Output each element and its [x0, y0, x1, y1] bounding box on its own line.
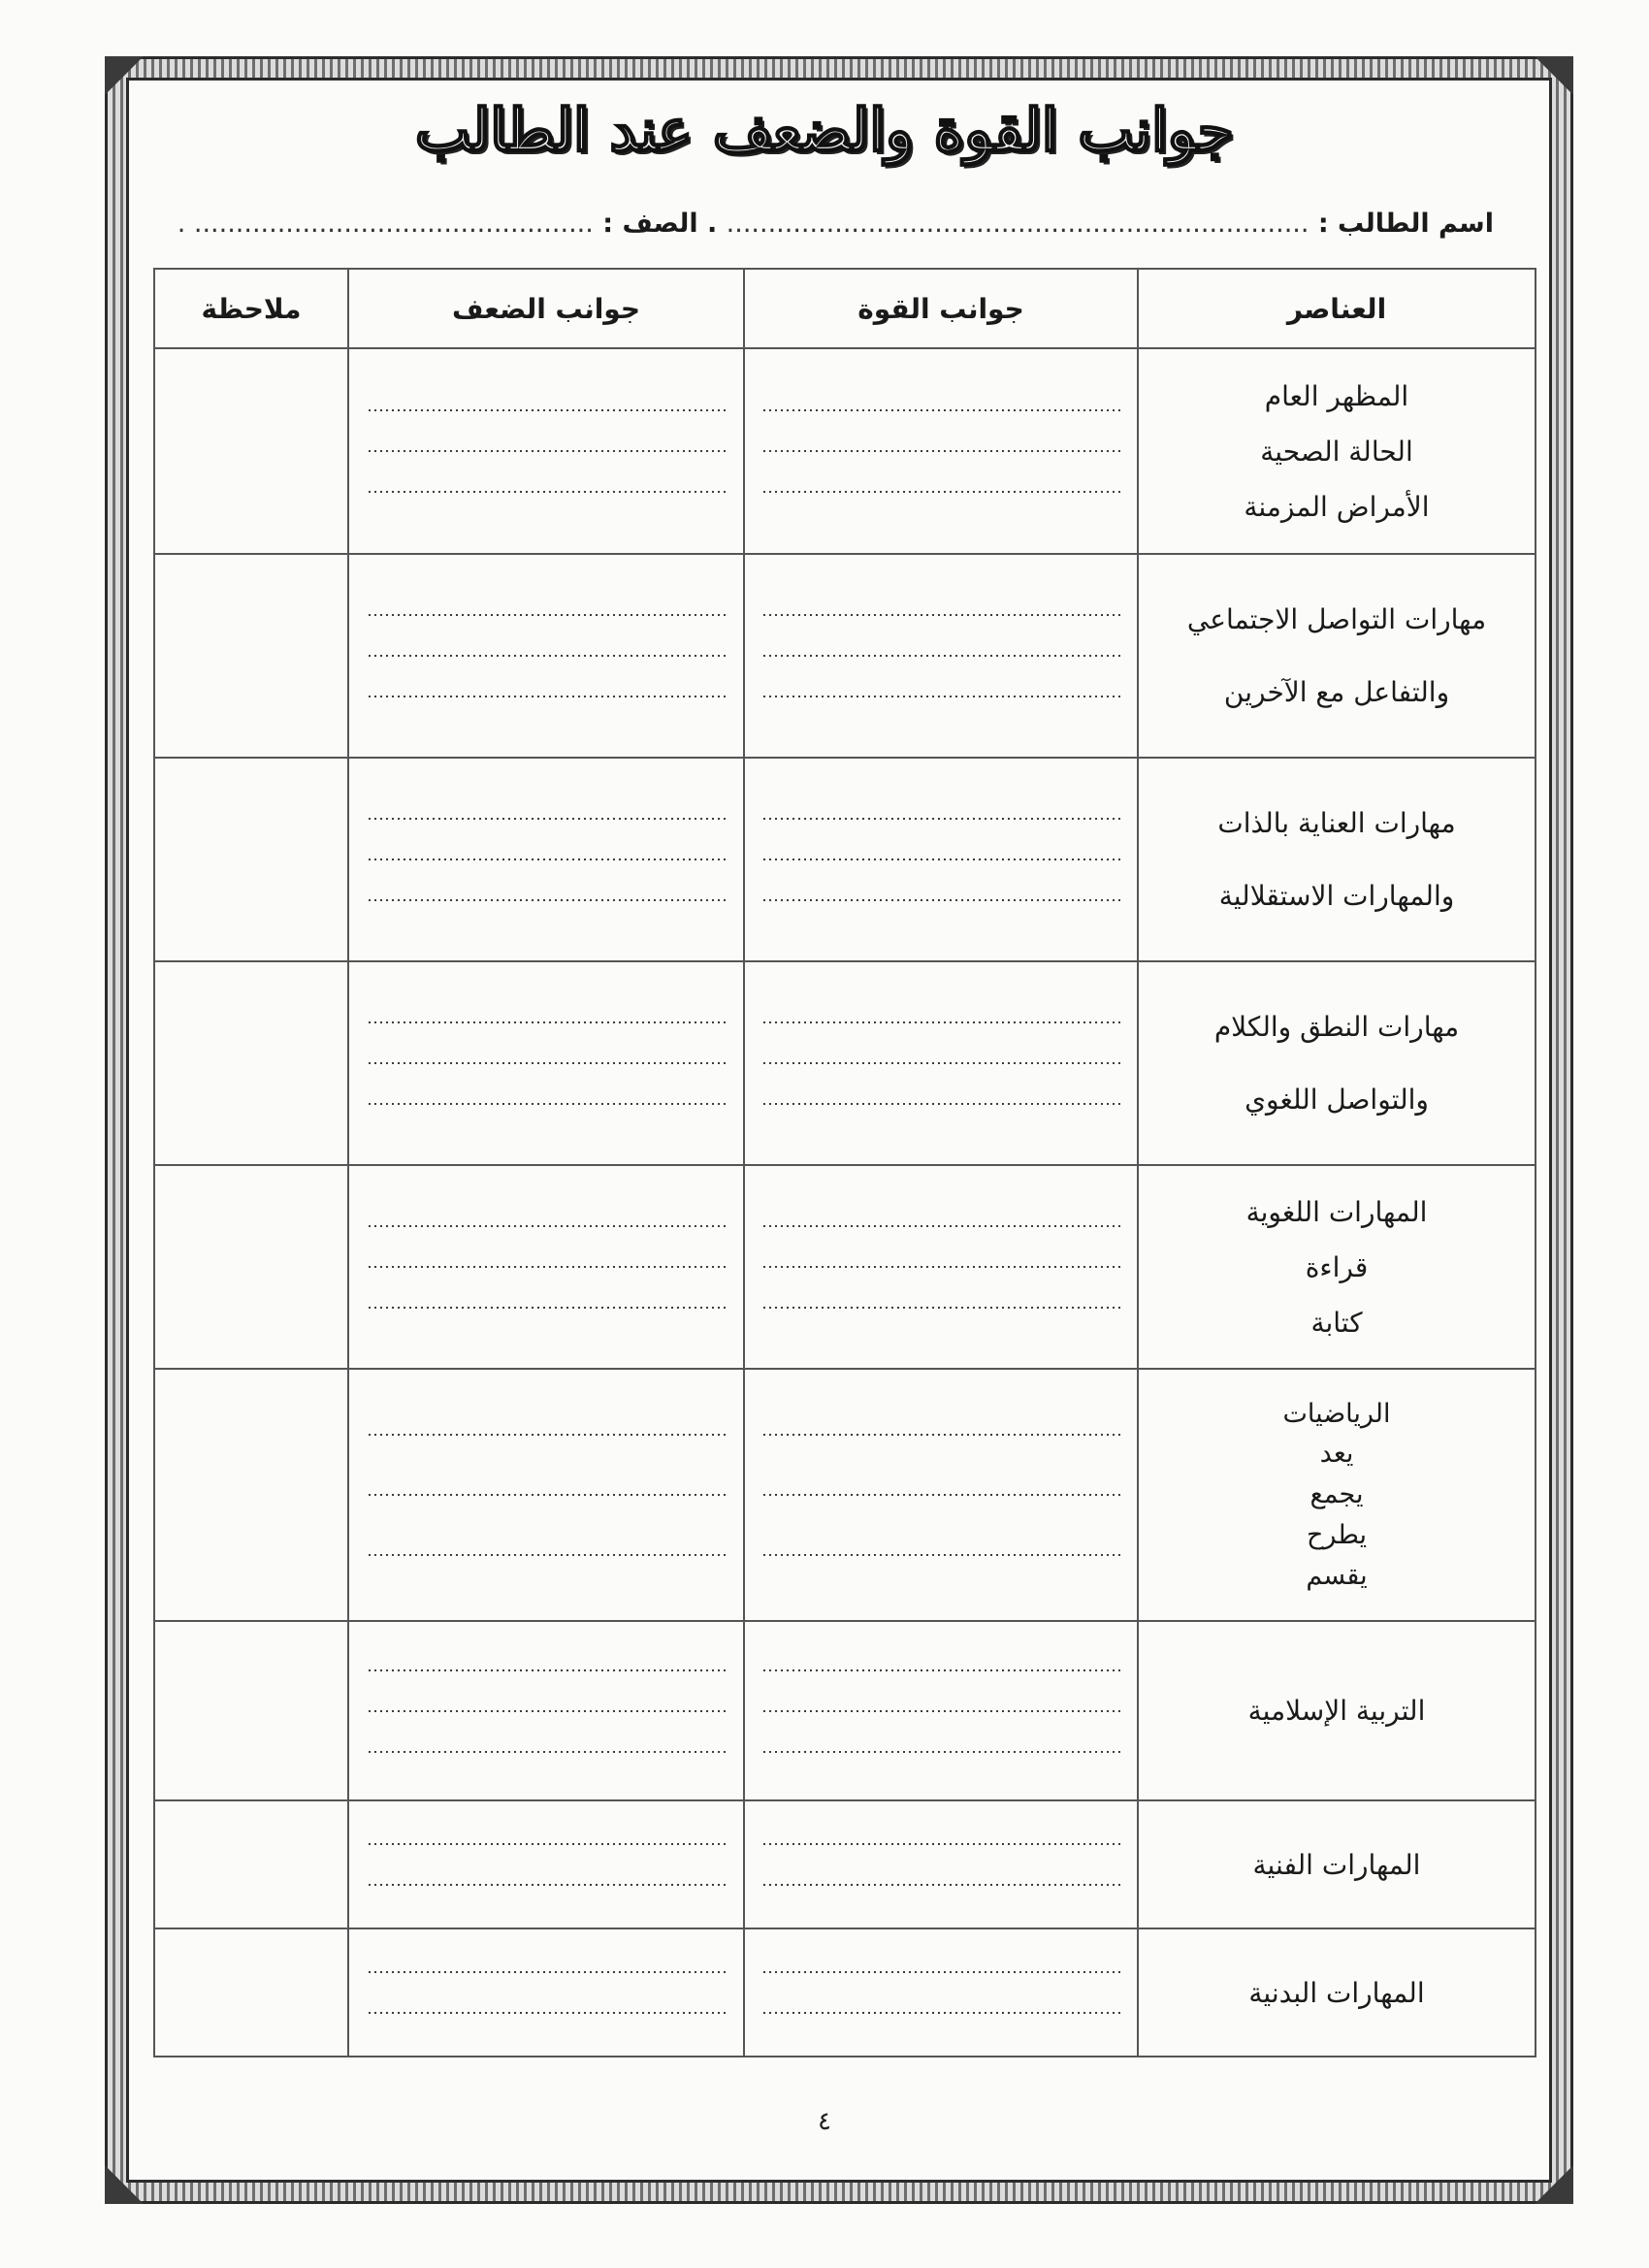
- element-label: يجمع: [1310, 1479, 1364, 1510]
- class-label: . الصف :: [602, 209, 718, 239]
- element-cell: [1138, 1165, 1536, 1369]
- table-row: [154, 1165, 1536, 1369]
- element-label: التربية الإسلامية: [1247, 1695, 1426, 1727]
- element-cell: [1138, 348, 1536, 554]
- notes-cell[interactable]: [154, 758, 348, 961]
- element-label: مهارات التواصل الاجتماعي: [1186, 603, 1487, 635]
- element-label: المهارات البدنية: [1248, 1976, 1425, 2009]
- element-cell: [1138, 1621, 1536, 1800]
- strengths-cell[interactable]: [744, 1369, 1138, 1621]
- element-label: مهارات النطق والكلام: [1213, 1011, 1460, 1043]
- student-name-field[interactable]: ......................................................................: [726, 209, 1310, 239]
- notes-cell[interactable]: [154, 554, 348, 758]
- table-row: [154, 961, 1536, 1165]
- table-row: [154, 1369, 1536, 1621]
- element-label: كتابة: [1310, 1306, 1363, 1339]
- notes-cell[interactable]: [154, 1165, 348, 1369]
- strengths-cell[interactable]: [744, 758, 1138, 961]
- strengths-weaknesses-table: [153, 268, 1536, 2057]
- element-cell: [1138, 554, 1536, 758]
- element-label: والمهارات الاستقلالية: [1218, 880, 1455, 912]
- header-strengths: جوانب القوة: [744, 269, 1138, 348]
- page-title: جوانب القوة والضعف عند الطالب: [415, 97, 1234, 165]
- class-field[interactable]: ................................................ .: [177, 209, 594, 239]
- element-label: قراءة: [1305, 1250, 1369, 1283]
- element-label: المظهر العام: [1264, 379, 1409, 412]
- strengths-cell[interactable]: [744, 348, 1138, 554]
- element-label: والتواصل اللغوي: [1245, 1084, 1429, 1116]
- notes-cell[interactable]: [154, 1928, 348, 2057]
- table-row: [154, 758, 1536, 961]
- table-row: [154, 1928, 1536, 2057]
- element-label: المهارات اللغوية: [1245, 1195, 1428, 1228]
- element-cell: [1138, 961, 1536, 1165]
- element-label: يعد: [1319, 1439, 1354, 1470]
- table-row: [154, 348, 1536, 554]
- element-cell: [1138, 758, 1536, 961]
- element-label: الرياضيات: [1282, 1398, 1391, 1429]
- student-name-label: اسم الطالب :: [1317, 209, 1494, 239]
- element-label: المهارات الفنية: [1252, 1848, 1421, 1881]
- element-cell: [1138, 1369, 1536, 1621]
- element-label: مهارات العناية بالذات: [1217, 807, 1456, 839]
- weaknesses-cell[interactable]: [348, 348, 744, 554]
- element-label: الحالة الصحية: [1260, 435, 1413, 468]
- weaknesses-cell[interactable]: [348, 758, 744, 961]
- strengths-cell[interactable]: [744, 1800, 1138, 1928]
- strengths-cell[interactable]: [744, 1165, 1138, 1369]
- element-cell: [1138, 1928, 1536, 2057]
- table-row: [154, 554, 1536, 758]
- notes-cell[interactable]: [154, 1369, 348, 1621]
- header-weaknesses: جوانب الضعف: [348, 269, 744, 348]
- header-notes: ملاحظة: [154, 269, 348, 348]
- element-cell: [1138, 1800, 1536, 1928]
- strengths-cell[interactable]: [744, 554, 1138, 758]
- strengths-cell[interactable]: [744, 961, 1138, 1165]
- page-number: ٤: [818, 2107, 831, 2136]
- element-label: والتفاعل مع الآخرين: [1223, 676, 1450, 708]
- weaknesses-cell[interactable]: [348, 1621, 744, 1800]
- table-row: [154, 1621, 1536, 1800]
- student-info-line: [175, 209, 1494, 247]
- weaknesses-cell[interactable]: [348, 554, 744, 758]
- notes-cell[interactable]: [154, 961, 348, 1165]
- notes-cell[interactable]: [154, 1621, 348, 1800]
- strengths-cell[interactable]: [744, 1928, 1138, 2057]
- element-label: الأمراض المزمنة: [1244, 490, 1430, 523]
- element-label: يطرح: [1307, 1519, 1367, 1550]
- weaknesses-cell[interactable]: [348, 1928, 744, 2057]
- notes-cell[interactable]: [154, 348, 348, 554]
- weaknesses-cell[interactable]: [348, 1800, 744, 1928]
- element-label: يقسم: [1306, 1560, 1368, 1591]
- table-row: [154, 1800, 1536, 1928]
- strengths-cell[interactable]: [744, 1621, 1138, 1800]
- table-header-row: [154, 269, 1536, 348]
- weaknesses-cell[interactable]: [348, 1165, 744, 1369]
- header-elements: العناصر: [1138, 269, 1536, 348]
- weaknesses-cell[interactable]: [348, 961, 744, 1165]
- weaknesses-cell[interactable]: [348, 1369, 744, 1621]
- notes-cell[interactable]: [154, 1800, 348, 1928]
